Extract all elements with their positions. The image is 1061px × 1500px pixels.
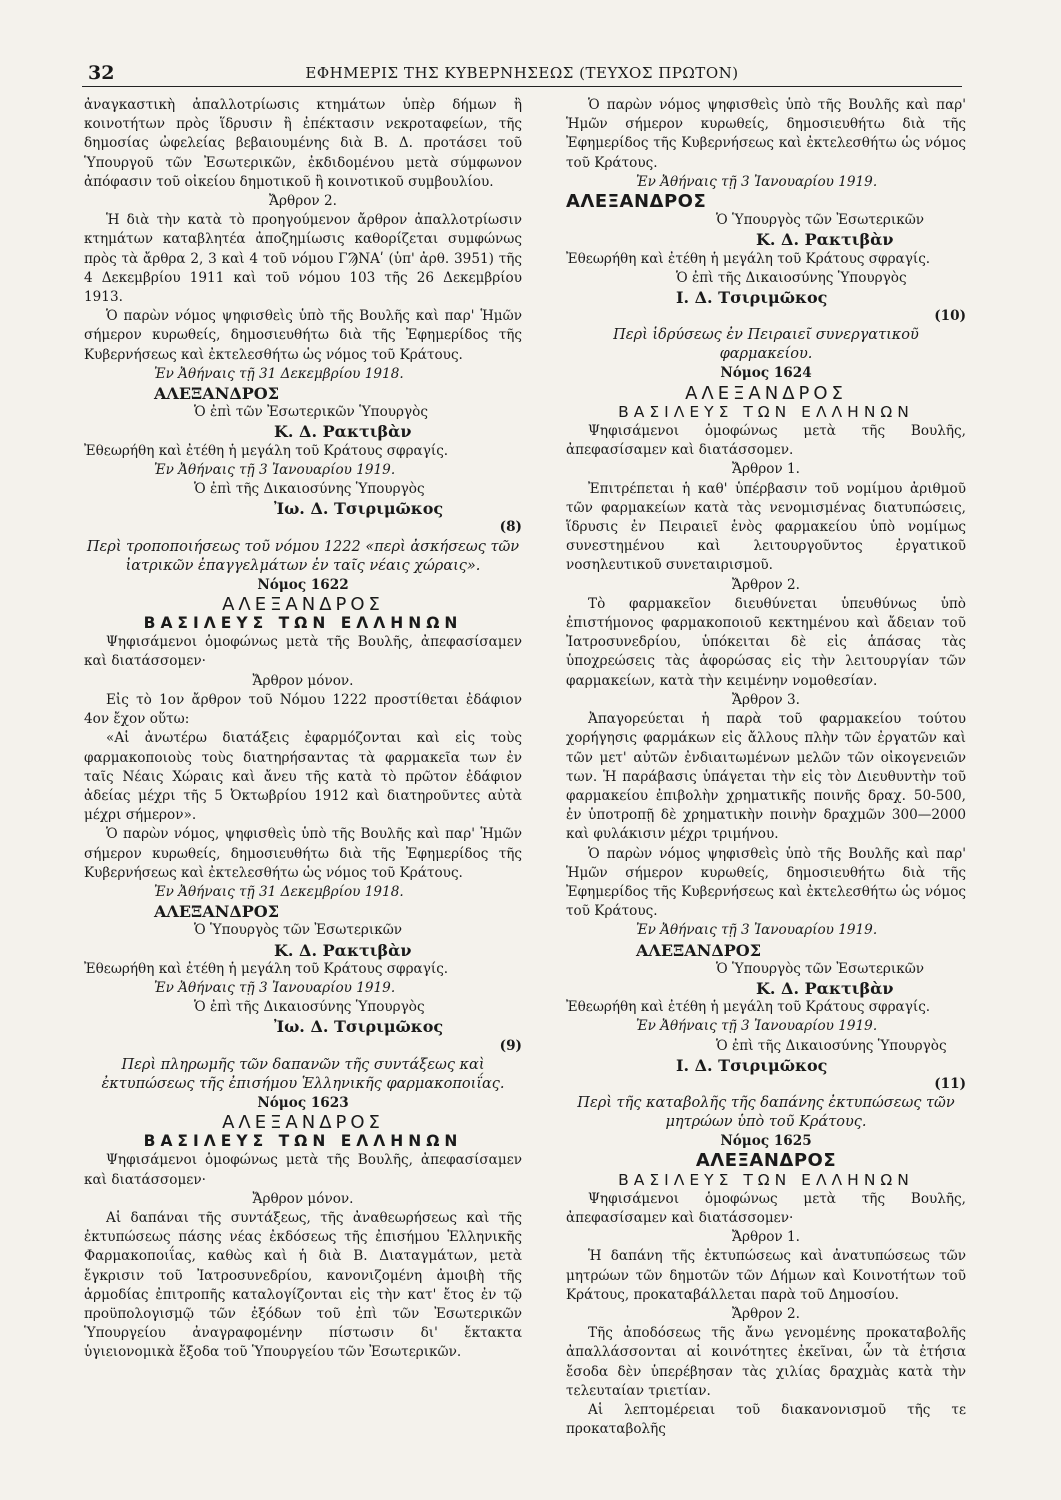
article-heading: Ἄρθρον 2. — [732, 1305, 800, 1322]
law-number: Νόμος 1623 — [257, 1094, 349, 1111]
royal-title: ΒΑΣΙΛΕΥΣ ΤΩΝ ΕΛΛΗΝΩΝ — [143, 1132, 463, 1151]
article-text: Ἡ διὰ τὴν κατὰ τὸ προηγούμενον ἄρθρον ἀπαλλοτρίωσιν κτημάτων καταβλητέα ἀποζημίωσις καθορίζεται συμφώνως πρὸς τὰ ἄρθρα 2, 3 καὶ 4 τοῦ νόμου ΓϠΝΑʹ (ὑπ' ἀρθ. 3951) τῆς 4 Δεκεμβρίου 1911 καὶ τοῦ νόμου 103 τῆς 26 Δεκεμβρίου 1913. — [84, 212, 522, 306]
law-sequence-number: (10) — [934, 308, 966, 325]
article-heading: Ἄρθρον μόνον. — [252, 672, 354, 689]
article-text: Ἀπαγορεύεται ἡ παρὰ τοῦ φαρμακείου τούτου χορήγησις φαρμάκων εἰς ἄλλους πλὴν τῶν ἐργατῶν καὶ τῶν μετ' αὐτῶν ἐνδιαιτωμένων μελῶν τῶν οἰκογενειῶν των. Ἡ παράβασις ὑπάγεται τὴν εἰς τὸν Διευθυντὴν τοῦ φαρμακείου ἐπιβολὴν χρηματικῆς ποινῆς δραχ. 50-500, ἐν ὑποτροπῇ δὲ χρηματικὴν ποινὴν δραχμῶν 300—2000 καὶ φυλάκισιν μέχρι τριμήνου. — [566, 711, 966, 843]
enactment-formula: Ψηφισάμενοι ὁμοφώνως μετὰ τῆς Βουλῆς, ἀπεφασίσαμεν καὶ διατάσσομεν· — [566, 1190, 966, 1226]
law-number: Νόμος 1625 — [720, 1133, 812, 1150]
law-number: Νόμος 1622 — [257, 576, 349, 593]
article-text: Ἐπιτρέπεται ἡ καθ' ὑπέρβασιν τοῦ νομίμου ἀριθμοῦ τῶν φαρμακείων κατὰ τὰς νενομισμένας διατυπώσεις, ἵδρυσις ἐν Πειραιεῖ ἑνὸς φαρμακείου ὑπὸ νομίμως συνεστημένου καὶ λειτουργοῦντος ἐργατικοῦ νοσηλευτικοῦ συνεταιρισμοῦ. — [566, 480, 966, 574]
minister-title: Ὁ Ὑπουργὸς τῶν Ἐσωτερικῶν — [716, 960, 925, 977]
running-title: ΕΦΗΜΕΡΙΣ ΤΗΣ ΚΥΒΕΡΝΗΣΕΩΣ (ΤΕΥΧΟΣ ΠΡΩΤΟΝ) — [305, 64, 739, 82]
law-title: Περὶ τῆς καταβολῆς τῆς δαπάνης ἐκτυπώσεως τῶν μητρώων ὑπὸ τοῦ Κράτους. — [577, 1095, 955, 1131]
validation-clause: Ὁ παρὼν νόμος ψηφισθεὶς ὑπὸ τῆς Βουλῆς καὶ παρ' Ἡμῶν σήμερον κυρωθείς, δημοσιευθήτω διὰ τῆς Ἐφημερίδος τῆς Κυβερνήσεως καὶ ἐκτελεσθήτω ὡς νόμος τοῦ Κράτους. — [566, 845, 966, 920]
seal-date: Ἐν Ἀθήναις τῇ 3 Ἰανουαρίου 1919. — [154, 979, 396, 996]
royal-title: ΒΑΣΙΛΕΥΣ ΤΩΝ ΕΛΛΗΝΩΝ — [618, 402, 914, 421]
enactment-date: Ἐν Ἀθήναις τῇ 31 Δεκεμβρίου 1918. — [154, 883, 404, 900]
minister-title: Ὁ Ὑπουργὸς τῶν Ἐσωτερικῶν — [194, 922, 403, 939]
article-heading: Ἄρθρον 2. — [269, 193, 337, 210]
royal-title: ΒΑΣΙΛΕΥΣ ΤΩΝ ΕΛΛΗΝΩΝ — [143, 614, 463, 633]
article-text: Αἱ λεπτομέρειαι τοῦ διακανονισμοῦ τῆς τε προκαταβολῆς — [566, 1402, 966, 1438]
law-sequence-number: (9) — [499, 1037, 522, 1054]
law-title: Περὶ ἱδρύσεως ἐν Πειραιεῖ συνεργατικοῦ φαρμακείου. — [613, 327, 919, 363]
justice-minister-title: Ὁ ἐπὶ τῆς Δικαιοσύνης Ὑπουργὸς — [194, 999, 425, 1016]
justice-minister-title: Ὁ ἐπὶ τῆς Δικαιοσύνης Ὑπουργὸς — [676, 269, 907, 286]
seal-statement: Ἐθεωρήθη καὶ ἐτέθη ἡ μεγάλη τοῦ Κράτους σφραγίς. — [84, 960, 449, 977]
king-signature: ΑΛΕΞΑΝΔΡΟΣ — [154, 902, 280, 922]
article-quote: «Αἱ ἀνωτέρω διατάξεις ἐφαρμόζονται καὶ εἰς τοὺς φαρμακοποιοὺς τοὺς διατηρήσαντας τὰ φαρμακεῖα των ἐν ταῖς Νέαις Χώραις καὶ ἄνευ τῆς κατὰ τὸ πρῶτον ἐδάφιον ἀδείας μέχρι τῆς 5 Ὀκτωβρίου 1912 καὶ διατηροῦντες αὐτὰ μέχρι σήμερον». — [84, 730, 522, 824]
justice-minister-name: Ἰω. Δ. Τσιριμῶκος — [274, 1017, 444, 1037]
page-header — [82, 60, 962, 87]
article-heading: Ἄρθρον μόνον. — [252, 1190, 354, 1207]
law-sequence-number: (8) — [499, 519, 522, 536]
left-column — [84, 96, 522, 1363]
king-name: ΑΛΕΞΑΝΔΡΟΣ — [685, 382, 847, 404]
seal-date: Ἐν Ἀθήναις τῇ 3 Ἰανουαρίου 1919. — [636, 1018, 878, 1035]
king-name: ΑΛΕΞΑΝΔΡΟΣ — [695, 1150, 837, 1172]
right-column — [566, 96, 966, 1439]
justice-minister-title: Ὁ ἐπὶ τῆς Δικαιοσύνης Ὑπουργὸς — [716, 1037, 947, 1054]
royal-title: ΒΑΣΙΛΕΥΣ ΤΩΝ ΕΛΛΗΝΩΝ — [618, 1170, 914, 1189]
validation-clause: Ὁ παρὼν νόμος ψηφισθεὶς ὑπὸ τῆς Βουλῆς καὶ παρ' Ἡμῶν σήμερον κυρωθείς, δημοσιευθήτω διὰ τῆς Ἐφημερίδος τῆς Κυβερνήσεως καὶ ἐκτελεσθήτω ὡς νόμος τοῦ Κράτους. — [84, 308, 522, 363]
king-name: ΑΛΕΞΑΝΔΡΟΣ — [222, 593, 384, 615]
king-signature: ΑΛΕΞΑΝΔΡΟΣ — [566, 191, 707, 213]
king-signature: ΑΛΕΞΑΝΔΡΟΣ — [154, 384, 280, 404]
article-text: Ἡ δαπάνη τῆς ἐκτυπώσεως καὶ ἀνατυπώσεως τῶν μητρώων τῶν δημοτῶν τῶν Δήμων καὶ Κοινοτήτων τοῦ Κράτους, προκαταβάλλεται παρὰ τοῦ Δημοσίου. — [566, 1248, 966, 1303]
justice-minister-name: Ἰω. Δ. Τσιριμῶκος — [274, 499, 444, 519]
minister-name: Κ. Δ. Ρακτιβὰν — [274, 422, 412, 442]
seal-statement: Ἐθεωρήθη καὶ ἐτέθη ἡ μεγάλη τοῦ Κράτους σφραγίς. — [566, 250, 931, 267]
article-text: Αἱ δαπάναι τῆς συντάξεως, τῆς ἀναθεωρήσεως καὶ τῆς ἐκτυπώσεως πάσης νέας ἐκδόσεως τῆς ἐπισήμου Ἑλληνικῆς Φαρμακοποιΐας, καθὼς καὶ ἡ διὰ Β. Διαταγμάτων, μετὰ ἔγκρισιν τοῦ Ἰατροσυνεδρίου, κανονιζομένη ἀμοιβὴ τῆς ἁρμοδίας ἐπιτροπῆς καταλογίζονται εἰς τὴν κατ' ἔτος ἐν τῷ προϋπολογισμῷ τῶν ἐξόδων τοῦ ἐπὶ τῶν Ἐσωτερικῶν Ὑπουργείου ἀναγραφομένην πίστωσιν δι' ἔκτακτα ὑγιειονομικὰ ἔξοδα τοῦ Ὑπουργείου τῶν Ἐσωτερικῶν. — [84, 1209, 522, 1361]
justice-minister-name: Ι. Δ. Τσιριμῶκος — [676, 1055, 828, 1075]
king-signature: ΑΛΕΞΑΝΔΡΟΣ — [636, 940, 762, 960]
minister-title: Ὁ ἐπὶ τῶν Ἐσωτερικῶν Ὑπουργὸς — [194, 404, 428, 421]
minister-name: Κ. Δ. Ρακτιβὰν — [756, 978, 894, 998]
page-number: 32 — [88, 62, 115, 84]
king-name: ΑΛΕΞΑΝΔΡΟΣ — [222, 1111, 384, 1133]
validation-clause: Ὁ παρὼν νόμος, ψηφισθεὶς ὑπὸ τῆς Βουλῆς καὶ παρ' Ἡμῶν σήμερον κυρωθείς, δημοσιευθήτω διὰ τῆς Ἐφημερίδος τῆς Κυβερνήσεως καὶ ἐκτελεσθήτω ὡς νόμος τοῦ Κράτους. — [84, 826, 522, 881]
article-text: Τὸ φαρμακεῖον διευθύνεται ὑπευθύνως ὑπὸ ἐπιστήμονος φαρμακοποιοῦ κεκτημένου καὶ ἄδειαν τοῦ Ἰατροσυνεδρίου, ὑπόκειται δὲ εἰς ἁπάσας τὰς ὑποχρεώσεις τὰς ἀφορώσας εἰς τὴν λειτουργίαν τῶν φαρμακείων, κατὰ τὴν κειμένην νομοθεσίαν. — [566, 595, 966, 689]
seal-statement: Ἐθεωρήθη καὶ ἐτέθη ἡ μεγάλη τοῦ Κράτους σφραγίς. — [566, 999, 931, 1016]
intro-paragraph: ἀναγκαστικὴ ἀπαλλοτρίωσις κτημάτων ὑπὲρ δήμων ἢ κοινοτήτων πρὸς ἵδρυσιν ἢ ἐπέκτασιν νεκροταφείων, τῆς δημοσίας ὠφελείας βεβαιουμένης διὰ Β. Δ. προτάσει τοῦ Ὑπουργοῦ τῶν Ἐσωτερικῶν, ἐκδιδομένου μετὰ σύμφωνον ἀπόφασιν τοῦ οἰκείου δημοτικοῦ ἢ κοινοτικοῦ συμβουλίου. — [84, 97, 522, 190]
justice-minister-title: Ὁ ἐπὶ τῆς Δικαιοσύνης Ὑπουργὸς — [194, 481, 425, 498]
enactment-date: Ἐν Ἀθήναις τῇ 3 Ἰανουαρίου 1919. — [636, 922, 878, 939]
enactment-date: Ἐν Ἀθήναις τῇ 3 Ἰανουαρίου 1919. — [636, 173, 878, 190]
minister-name: Κ. Δ. Ρακτιβὰν — [756, 230, 894, 250]
law-title: Περὶ πληρωμῆς τῶν δαπανῶν τῆς συντάξεως καὶ ἐκτυπώσεως τῆς ἐπισήμου Ἑλληνικῆς φαρμακοποιΐας. — [101, 1056, 505, 1092]
enactment-formula: Ψηφισάμενοι ὁμοφώνως μετὰ τῆς Βουλῆς, ἀπεφασίσαμεν καὶ διατάσσομεν. — [566, 423, 966, 459]
validation-clause: Ὁ παρὼν νόμος ψηφισθεὶς ὑπὸ τῆς Βουλῆς καὶ παρ' Ἡμῶν σήμερον κυρωθείς, δημοσιευθήτω διὰ τῆς Ἐφημερίδος τῆς Κυβερνήσεως καὶ ἐκτελεσθήτω ὡς νόμος τοῦ Κράτους. — [566, 97, 966, 171]
law-title: Περὶ τροποποιήσεως τοῦ νόμου 1222 «περὶ ἀσκήσεως τῶν ἰατρικῶν ἐπαγγελμάτων ἐν ταῖς νέαις χώραις». — [86, 538, 520, 574]
article-heading: Ἄρθρον 2. — [732, 576, 800, 593]
minister-name: Κ. Δ. Ρακτιβὰν — [274, 940, 412, 960]
law-number: Νόμος 1624 — [720, 365, 812, 382]
seal-date: Ἐν Ἀθήναις τῇ 3 Ἰανουαρίου 1919. — [154, 461, 396, 478]
enactment-formula: Ψηφισάμενοι ὁμοφώνως μετὰ τῆς Βουλῆς, ἀπεφασίσαμεν καὶ διατάσσομεν· — [84, 1152, 522, 1188]
article-text: Τῆς ἀποδόσεως τῆς ἄνω γενομένης προκαταβολῆς ἀπαλλάσσονται αἱ κοινότητες ἐκεῖναι, ὧν τὰ ἐτήσια ἔσοδα δὲν ὑπερέβησαν τὰς χιλίας δραχμὰς κατὰ τὴν τελευταίαν τριετίαν. — [566, 1325, 966, 1399]
law-sequence-number: (11) — [934, 1075, 966, 1092]
justice-minister-name: Ι. Δ. Τσιριμῶκος — [676, 288, 828, 308]
article-heading: Ἄρθρον 1. — [732, 461, 800, 478]
minister-title: Ὁ Ὑπουργὸς τῶν Ἐσωτερικῶν — [716, 212, 925, 229]
enactment-date: Ἐν Ἀθήναις τῇ 31 Δεκεμβρίου 1918. — [154, 365, 404, 382]
article-heading: Ἄρθρον 3. — [732, 691, 800, 708]
seal-statement: Ἐθεωρήθη καὶ ἐτέθη ἡ μεγάλη τοῦ Κράτους σφραγίς. — [84, 442, 449, 459]
article-text: Εἰς τὸ 1ον ἄρθρον τοῦ Νόμου 1222 προστίθεται ἐδάφιον 4ον ἔχον οὕτω: — [84, 691, 522, 728]
article-heading: Ἄρθρον 1. — [732, 1229, 800, 1246]
enactment-formula: Ψηφισάμενοι ὁμοφώνως μετὰ τῆς Βουλῆς, ἀπεφασίσαμεν καὶ διατάσσομεν· — [84, 634, 522, 670]
